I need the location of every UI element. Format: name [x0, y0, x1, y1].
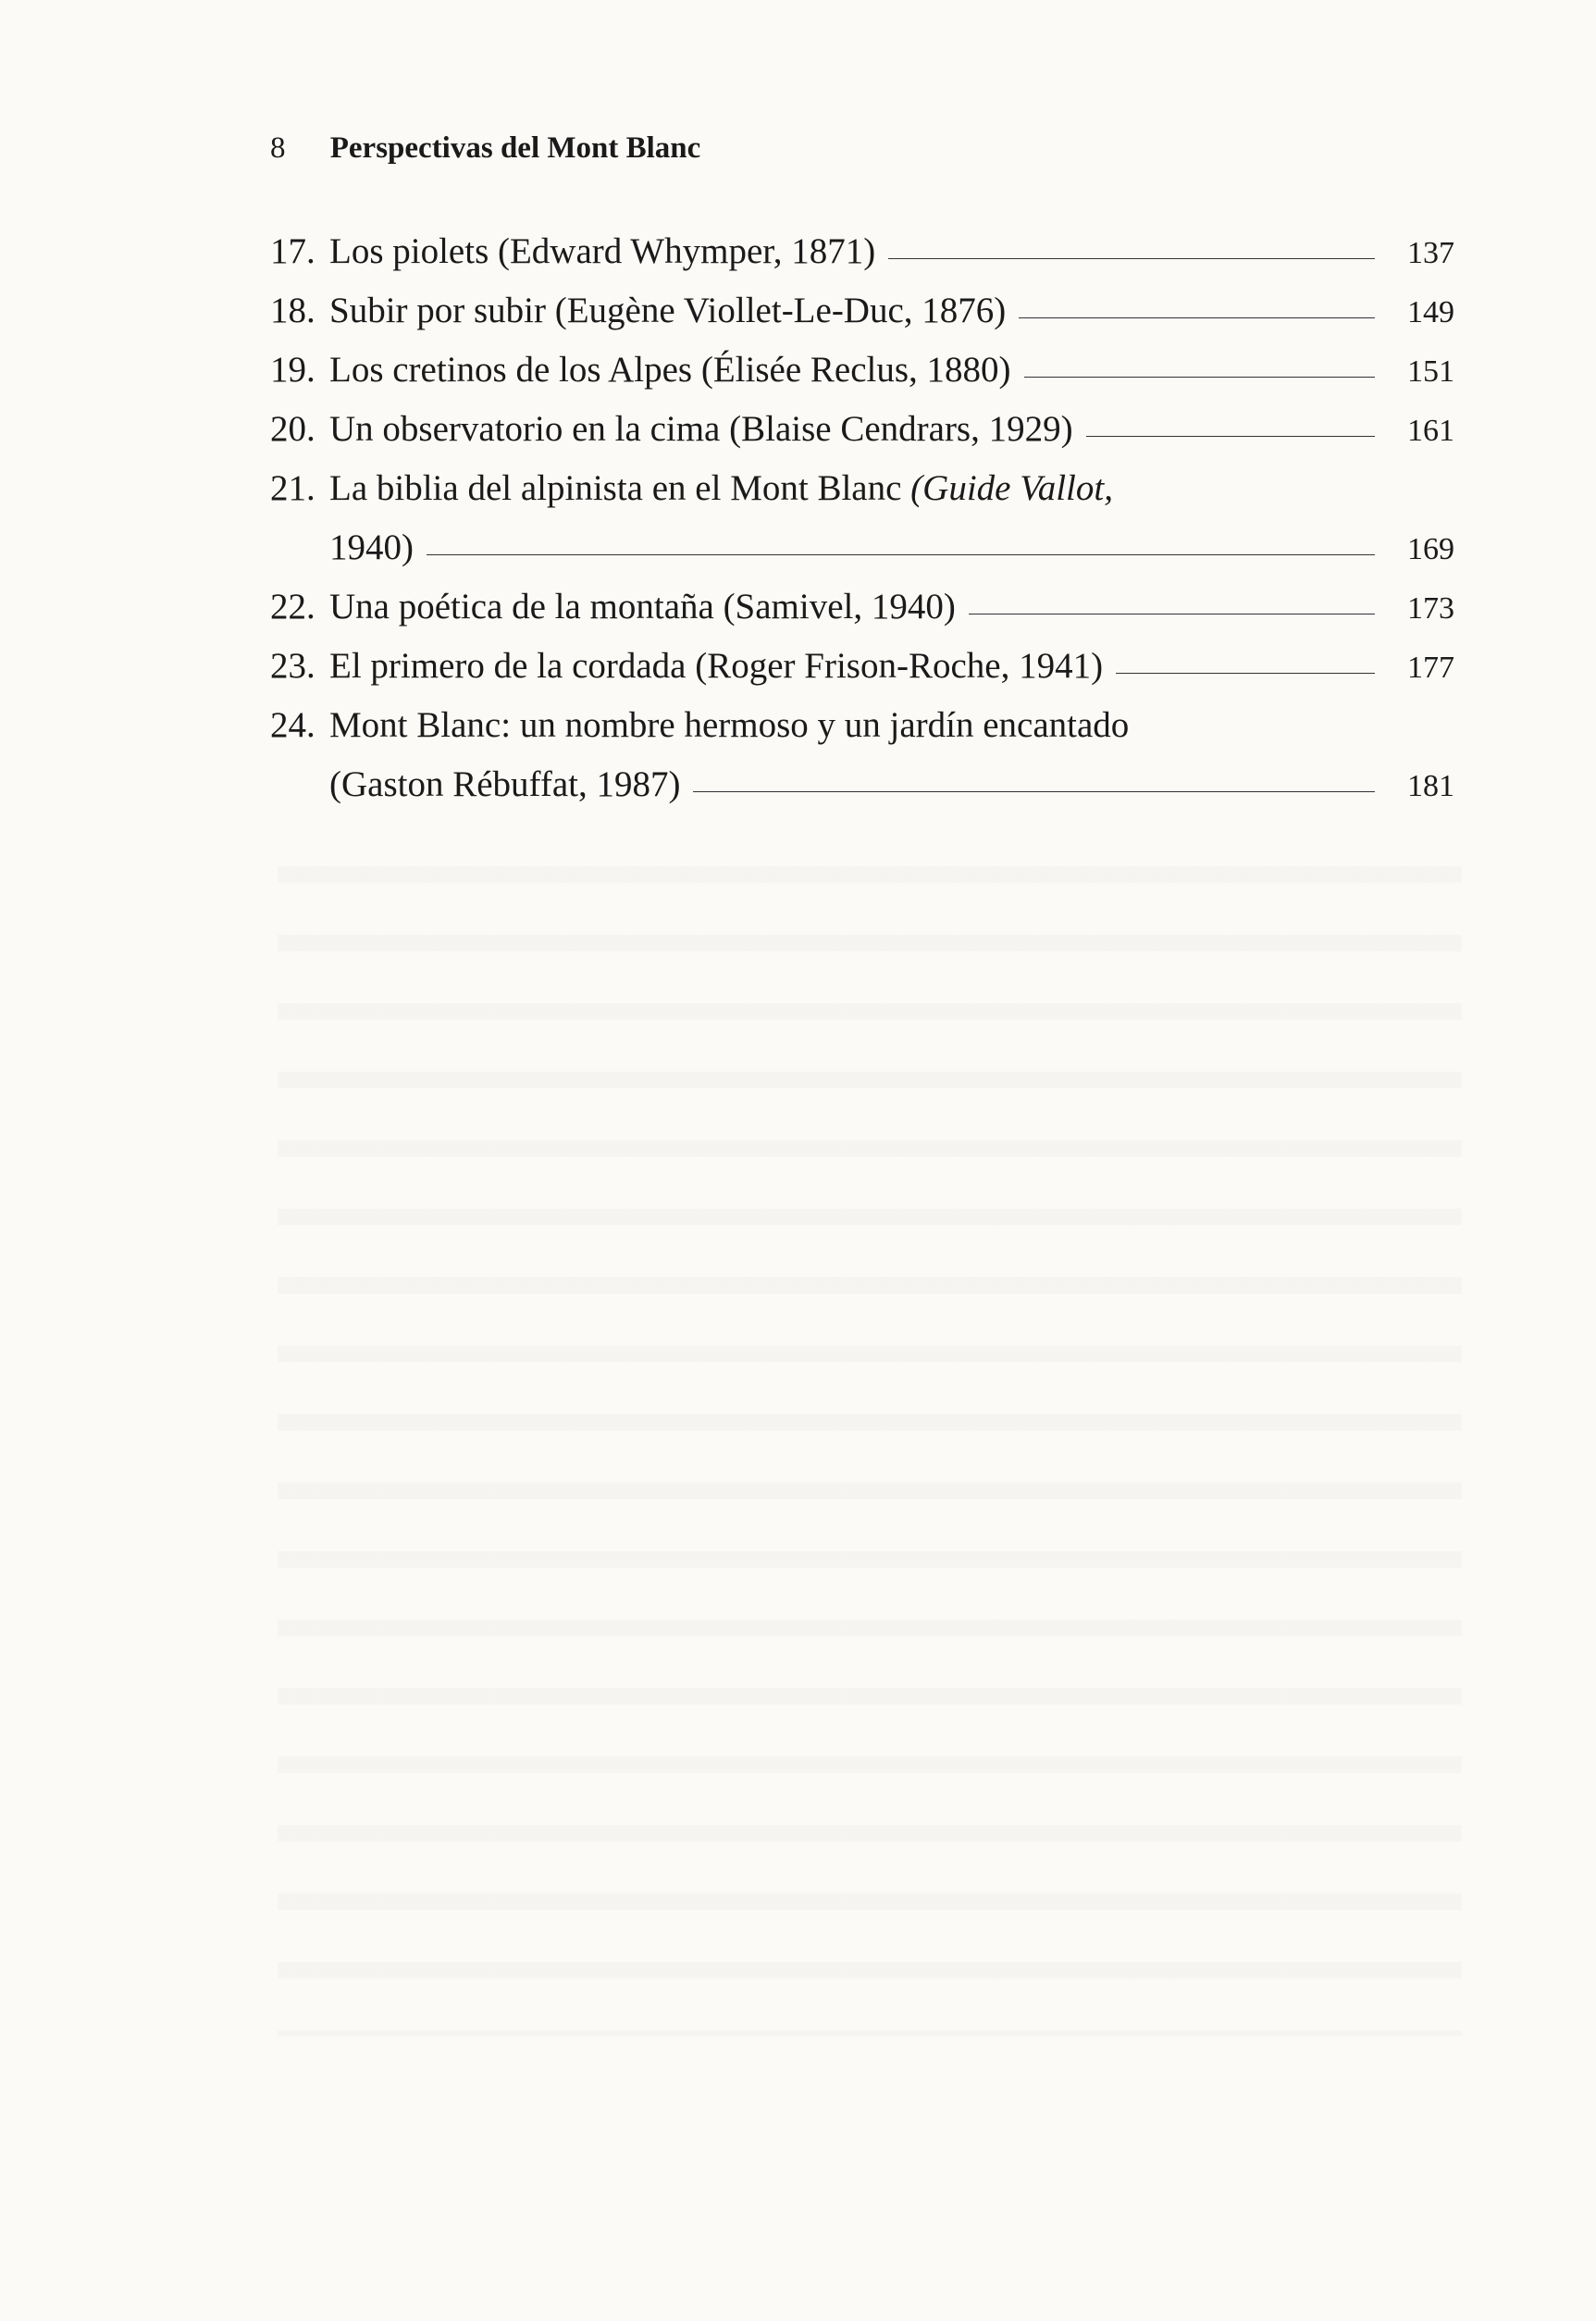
toc-entry-23	[270, 637, 1454, 696]
toc-entry-title: Los cretinos de los Alpes (Élisée Reclus, 1880)	[329, 350, 1011, 390]
toc-leader-line	[1019, 317, 1375, 318]
header-running-title: Perspectivas del Mont Blanc	[329, 131, 701, 165]
toc-entry-number: 24.	[270, 705, 315, 745]
toc-entry-number: 19.	[270, 350, 315, 390]
toc-entry-19	[270, 341, 1454, 400]
toc-entry-22	[270, 577, 1454, 637]
toc-entry-page: 149	[1407, 295, 1454, 329]
toc-entry-number: 21.	[270, 468, 315, 508]
toc-entry-number: 17.	[270, 231, 315, 271]
toc-entry-number: 20.	[270, 409, 315, 449]
toc-entry-number: 18.	[270, 291, 315, 330]
toc-entry-page: 137	[1407, 236, 1454, 270]
toc-entry-title-italic: (Guide Vallot,	[910, 468, 1113, 508]
toc-entry-title: El primero de la cordada (Roger Frison-Roche, 1941)	[329, 646, 1104, 686]
toc-entry-page: 177	[1407, 651, 1454, 685]
toc-leader-line	[693, 791, 1375, 792]
toc-entry-title-roman: La biblia del alpinista en el Mont Blanc	[329, 468, 911, 508]
running-header	[270, 130, 700, 167]
toc-entry-page: 169	[1407, 532, 1454, 566]
toc-entry-title: Subir por subir (Eugène Viollet-Le-Duc, 1876)	[329, 291, 1007, 330]
toc-entry-title: Una poética de la montaña (Samivel, 1940)	[329, 587, 956, 627]
toc-entry-24	[270, 696, 1454, 814]
toc-entry-title-line2: 1940)	[329, 528, 414, 567]
toc-entry-page: 151	[1407, 354, 1454, 389]
toc-leader-line	[888, 258, 1375, 259]
toc-leader-line	[1116, 673, 1375, 674]
toc-entry-title: Un observatorio en la cima (Blaise Cendrars, 1929)	[329, 409, 1073, 449]
toc-entry-page: 161	[1407, 414, 1454, 448]
toc-entry-number: 22.	[270, 587, 315, 627]
toc-entry-title-line1	[329, 459, 1113, 518]
toc-entry-20	[270, 400, 1454, 459]
toc-entry-title: Los piolets (Edward Whymper, 1871)	[329, 231, 876, 271]
header-page-number: 8	[270, 131, 286, 165]
toc-entry-18	[270, 281, 1454, 341]
show-through-texture	[278, 814, 1462, 2036]
toc-leader-line	[427, 554, 1375, 555]
toc-leader-line	[1024, 377, 1375, 378]
toc-entry-page: 173	[1407, 591, 1454, 626]
toc-entry-17	[270, 222, 1454, 281]
toc-entry-number: 23.	[270, 646, 315, 686]
toc-entry-title-line2: (Gaston Rébuffat, 1987)	[329, 764, 681, 804]
toc-entry-21	[270, 459, 1454, 577]
toc-leader-line	[1086, 436, 1375, 437]
table-of-contents	[270, 222, 1454, 814]
toc-entry-page: 181	[1407, 769, 1454, 803]
toc-entry-title-line1: Mont Blanc: un nombre hermoso y un jardín encantado	[329, 705, 1130, 745]
